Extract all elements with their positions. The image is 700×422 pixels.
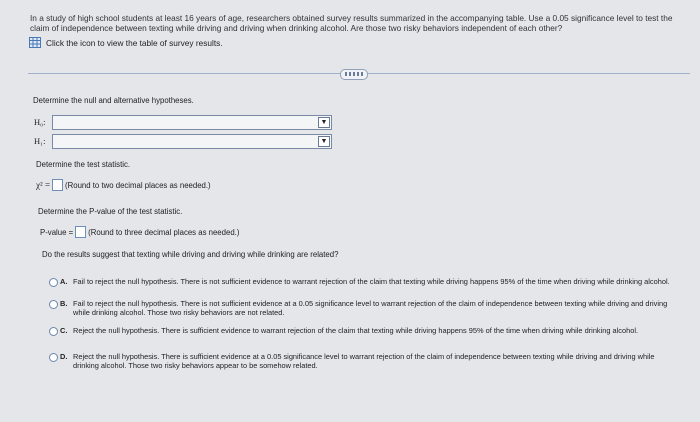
option-text[interactable]: Fail to reject the null hypothesis. There is not sufficient evidence to warrant rejection of the claim that texting while driving happens 95% of the time when driving while drinking alcohol. (73, 277, 670, 286)
test-statistic-input[interactable] (52, 179, 63, 191)
view-table-link[interactable] (29, 37, 223, 48)
h0-dropdown[interactable] (52, 115, 332, 130)
conclusion-prompt: Do the results suggest that texting while driving and driving while drinking are related? (42, 250, 339, 259)
option-letter: C. (60, 326, 68, 335)
p-value-input[interactable] (75, 226, 86, 238)
radio-button[interactable] (49, 353, 58, 362)
option-text[interactable]: Reject the null hypothesis. There is sufficient evidence at a 0.05 significance level to warrant rejection of the claim of independence between texting while driving and driving while drinking alcohol. Those two risky behaviors appear to be somehow related. (73, 352, 655, 370)
dropdown-arrow-icon[interactable]: ▼ (318, 117, 330, 128)
intro-text: In a study of high school students at least 16 years of age, researchers obtained survey results summarized in the accompanying table. Use a 0.05 significance level to test the claim of independence between texting while driving and driving when drinking alcohol. Are those two risky behaviors independent of each other? (30, 13, 673, 33)
test-statistic-row (36, 179, 211, 191)
question-intro (30, 13, 690, 33)
option-text[interactable]: Reject the null hypothesis. There is sufficient evidence to warrant rejection of the claim that texting while driving happens 95% of the time when driving while drinking alcohol. (73, 326, 639, 335)
hypotheses-prompt: Determine the null and alternative hypotheses. (33, 96, 194, 105)
test-statistic-hint: (Round to two decimal places as needed.) (65, 180, 211, 190)
p-value-prompt: Determine the P-value of the test statistic. (38, 207, 183, 216)
option-letter: D. (60, 352, 68, 361)
expand-more-button[interactable] (340, 69, 368, 80)
grid-table-icon[interactable] (29, 37, 41, 48)
option-letter: B. (60, 299, 68, 308)
ellipsis-icon (345, 72, 363, 76)
radio-button[interactable] (49, 300, 58, 309)
radio-button[interactable] (49, 278, 58, 287)
h1-dropdown[interactable] (52, 134, 332, 149)
chi-square-symbol: χ² = (36, 180, 51, 190)
h0-label: H₀: (34, 117, 46, 127)
p-value-label: P-value = (40, 227, 74, 237)
radio-button[interactable] (49, 327, 58, 336)
option-letter: A. (60, 277, 68, 286)
p-value-hint: (Round to three decimal places as needed.) (88, 227, 240, 237)
option-text[interactable]: Fail to reject the null hypothesis. There is not sufficient evidence at a 0.05 significance level to warrant rejection of the claim of independence between texting while driving and driving while drinking alcohol. Those two risky behaviors are not related. (73, 299, 668, 317)
dropdown-arrow-icon[interactable]: ▼ (318, 136, 330, 147)
view-table-label[interactable]: Click the icon to view the table of survey results. (46, 37, 223, 48)
p-value-row (40, 226, 239, 238)
test-statistic-prompt: Determine the test statistic. (36, 160, 131, 169)
h1-label: H₁: (34, 136, 46, 146)
